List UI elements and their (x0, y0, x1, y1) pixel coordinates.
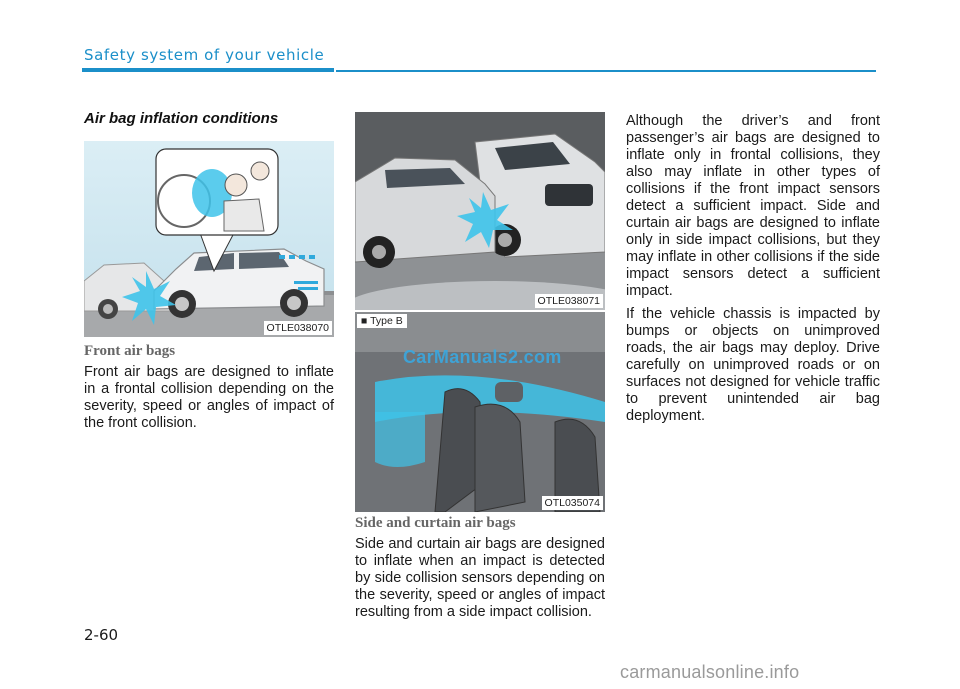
header-rule (336, 70, 876, 72)
paragraph: Although the driver’s and front passenger’s air bags are designed to inflate only in frontal collisions, they also may inflate in other types of collisions if the front impact sensors detect a sufficient impact. Side and curtain air bags are designed to inflate only in side impact collisions, but they may inflate in other collisions if the side impact sensors detect a sufficient impact. (626, 113, 880, 299)
header-accent-bar (82, 68, 334, 72)
front-airbag-illustration (84, 141, 334, 337)
figure-code: OTLE038070 (264, 321, 332, 335)
paragraph: If the vehicle chassis is impacted by bumps or objects on unimproved roads, the air bags may deploy. Drive carefully on unimproved roads or on surfaces not designed for vehicle traffic to prevent unintended air bag deployment. (626, 306, 880, 424)
page-number: 2-60 (84, 626, 119, 644)
type-b-tag: ■ Type B (357, 314, 407, 328)
front-airbags-text (84, 364, 334, 438)
section-header-title: Safety system of your vehicle (84, 46, 325, 64)
curtain-airbag-illustration (355, 312, 605, 512)
site-watermark: carmanualsonline.info (620, 662, 800, 682)
figure-code: OTL035074 (542, 496, 603, 510)
paragraph: Front air bags are designed to inflate in a frontal collision depending on the severity, speed or angles of impact of the front collision. (84, 364, 334, 431)
side-curtain-subheading: Side and curtain air bags (355, 515, 516, 531)
side-impact-illustration (355, 112, 605, 310)
paragraph: Side and curtain air bags are designed to inflate when an impact is detected by side collision sensors depending on the severity, speed or angles of impact resulting from a side impact collision. (355, 536, 605, 620)
side-curtain-text (355, 536, 605, 627)
watermark-text: CarManuals2.com (403, 347, 562, 367)
deployment-notes (626, 113, 880, 431)
front-airbags-subheading: Front air bags (84, 343, 176, 359)
figure-code: OTLE038071 (535, 294, 603, 308)
section-heading: Air bag inflation conditions (84, 110, 279, 127)
